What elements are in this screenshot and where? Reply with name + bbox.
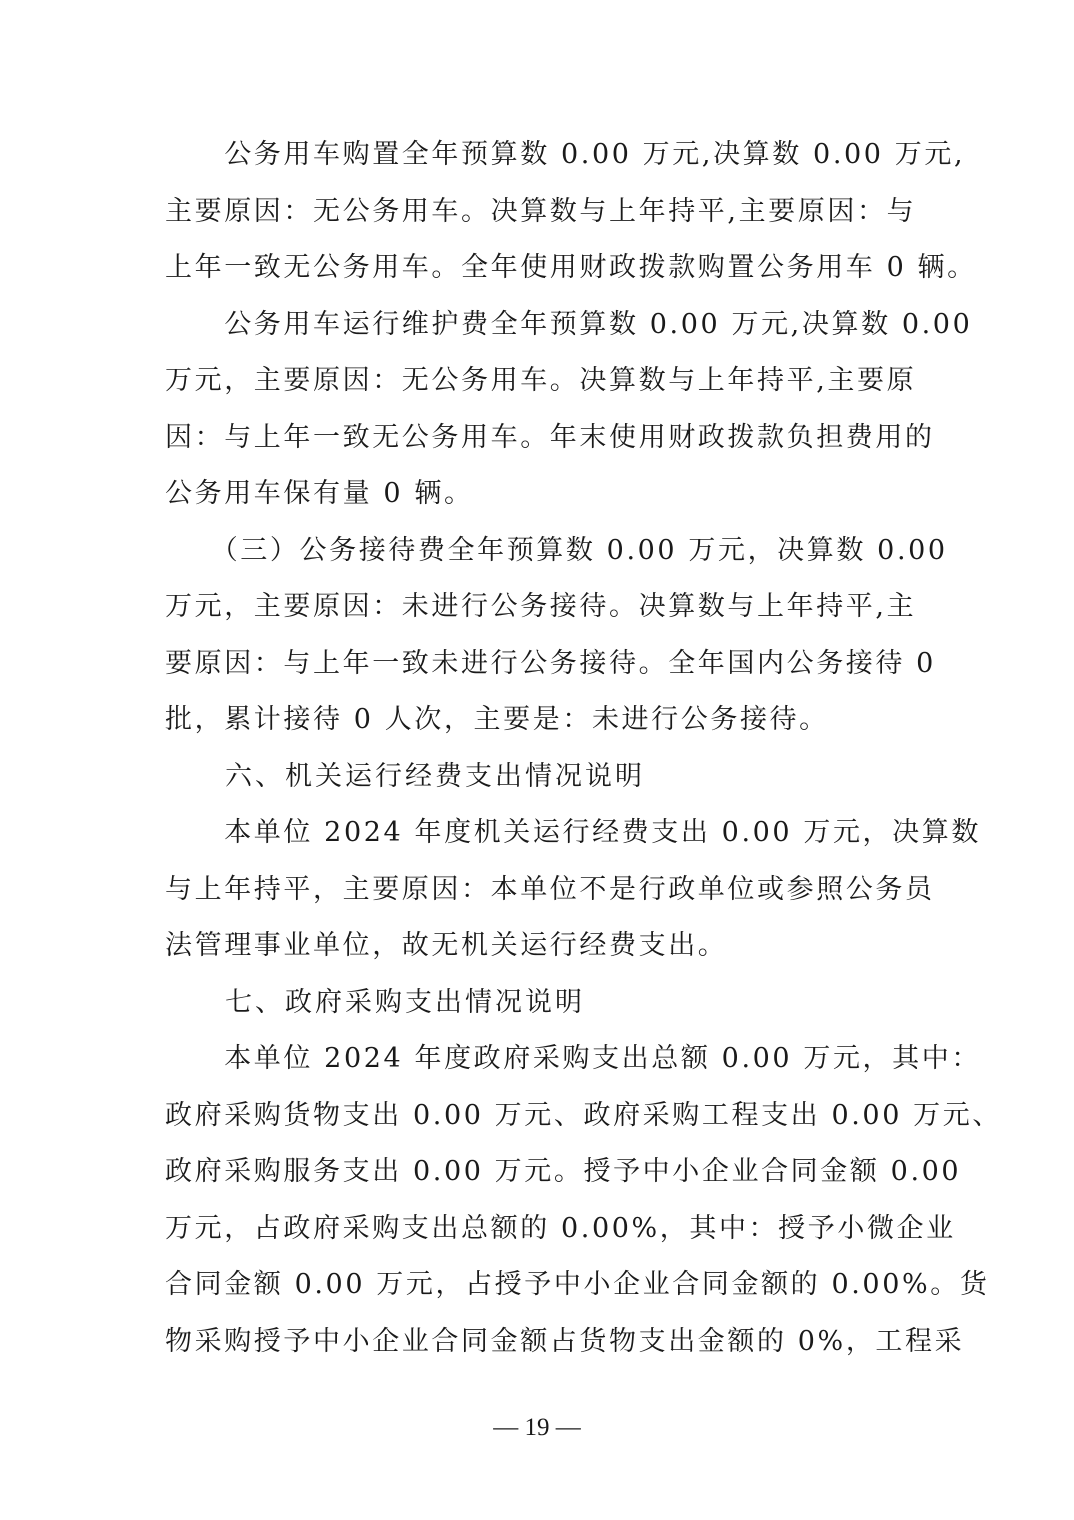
body-line-7: 公务用车保有量 0 辆。 (165, 478, 474, 509)
body-line-6: 因：与上年一致无公务用车。年末使用财政拨款负担费用的 (165, 421, 935, 453)
body-line-10: 要原因：与上年一致未进行公务接待。全年国内公务接待 0 (165, 647, 936, 679)
body-line-9: 万元，主要原因：未进行公务接待。决算数与上年持平,主 (165, 591, 917, 622)
body-line-21: 合同金额 0.00 万元，占授予中小企业合同金额的 0.00%。货 (165, 1269, 990, 1300)
document-body (165, 127, 1002, 1370)
body-line-13: 本单位 2024 年度机关运行经费支出 0.00 万元，决算数 (165, 817, 981, 848)
body-line-14: 与上年持平，主要原因：本单位不是行政单位或参照公务员 (165, 873, 935, 905)
body-line-20: 万元，占政府采购支出总额的 0.00%，其中：授予小微企业 (165, 1212, 956, 1244)
body-line-5: 万元，主要原因：无公务用车。决算数与上年持平,主要原 (165, 365, 917, 396)
body-line-15: 法管理事业单位，故无机关运行经费支出。 (165, 930, 728, 961)
body-line-17: 本单位 2024 年度政府采购支出总额 0.00 万元，其中： (165, 1043, 981, 1074)
body-line-1: 公务用车购置全年预算数 0.00 万元,决算数 0.00 万元, (165, 139, 966, 170)
section-heading-seven: 七、政府采购支出情况说明 (165, 986, 585, 1018)
body-line-22: 物采购授予中小企业合同金额占货物支出金额的 0%，工程采 (165, 1325, 965, 1357)
body-line-8: （三）公务接待费全年预算数 0.00 万元，决算数 0.00 (165, 534, 948, 566)
body-line-19: 政府采购服务支出 0.00 万元。授予中小企业合同金额 0.00 (165, 1156, 962, 1187)
body-line-3: 上年一致无公务用车。全年使用财政拨款购置公务用车 0 辆。 (165, 252, 977, 283)
body-line-18: 政府采购货物支出 0.00 万元、政府采购工程支出 0.00 万元、 (165, 1099, 1002, 1131)
section-heading-six: 六、机关运行经费支出情况说明 (165, 760, 645, 792)
body-line-2: 主要原因：无公务用车。决算数与上年持平,主要原因：与 (165, 195, 917, 227)
page-number: — 19 — (493, 1414, 581, 1441)
body-line-11: 批，累计接待 0 人次，主要是：未进行公务接待。 (165, 704, 829, 735)
body-line-4: 公务用车运行维护费全年预算数 0.00 万元,决算数 0.00 (165, 308, 973, 340)
